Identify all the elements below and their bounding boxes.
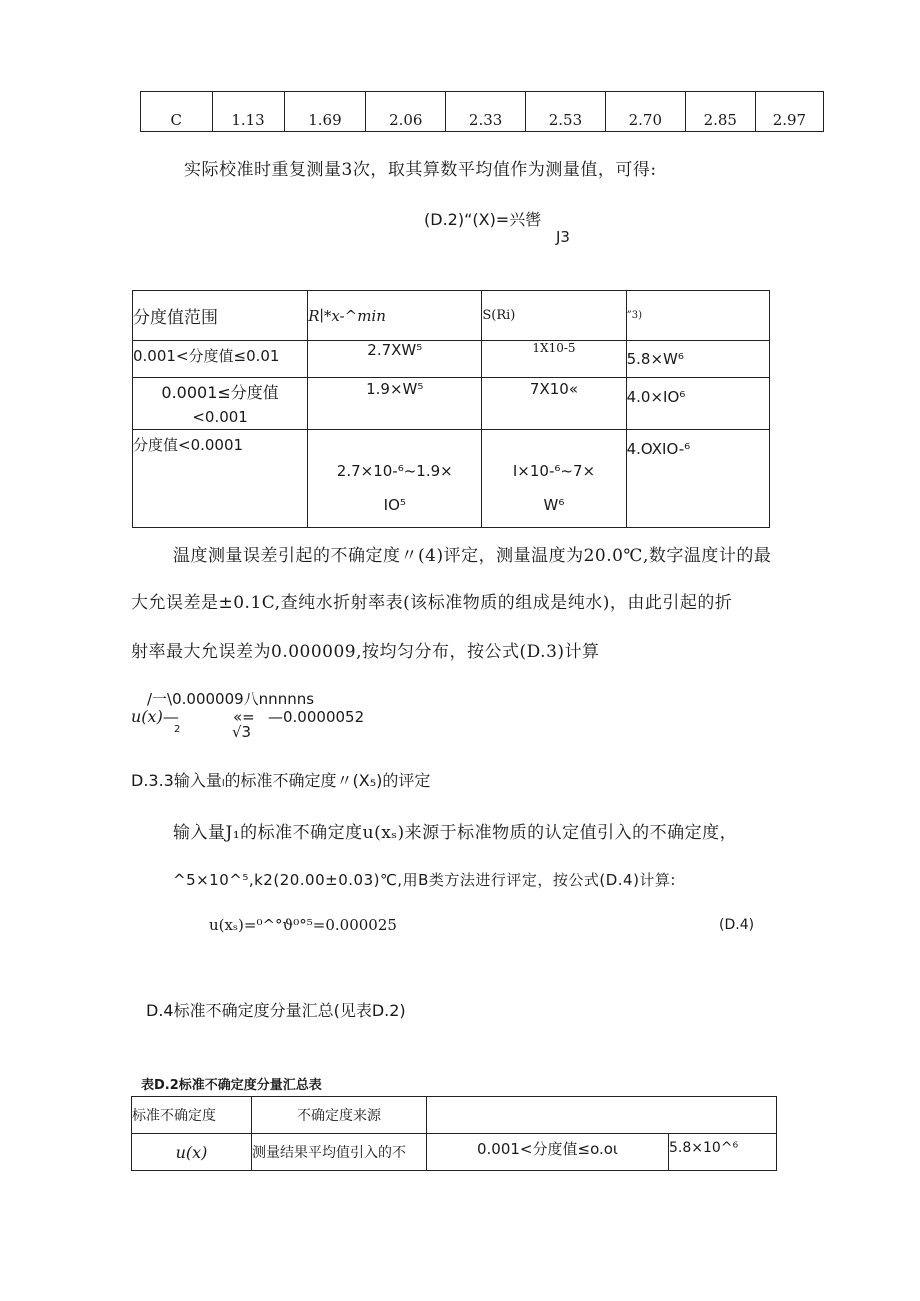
table-header-row (132, 1097, 777, 1134)
formula-d4-label: (D.4) (719, 917, 755, 933)
paragraph-temperature-line3: 射率最大允误差为0.000009,按均匀分布，按公式(D.3)计算 (131, 642, 600, 662)
cell-line: I×10-⁶~7× (512, 462, 596, 480)
table-cell: 2.97 (755, 92, 823, 132)
table-cell: 0.001<分度值≤o.oι (427, 1134, 669, 1171)
table-cell: 4.OXIO-⁶ (626, 430, 769, 528)
formula-d2: (D.2)“(X)=兴辔 (424, 210, 542, 229)
paragraph-temperature-line1: 温度测量误差引起的不确定度〃(4)评定，测量温度为20.0℃,数字温度计的最 (173, 546, 772, 566)
cell-line: <0.001 (192, 408, 248, 426)
table-cell: 7X10« (482, 378, 626, 430)
table-row (132, 1134, 777, 1171)
table-row (133, 430, 770, 528)
table-cell: 1.13 (212, 92, 284, 132)
table-cell: 4.0×IO⁶ (626, 378, 769, 430)
cell-line: IO⁵ (383, 496, 406, 514)
table-header-cell: ”3) (626, 291, 769, 341)
table-header-cell (427, 1097, 777, 1134)
table-row (141, 92, 824, 132)
table-header-cell: R∣*x-^min (308, 291, 482, 341)
table-header-cell: 不确定度来源 (252, 1097, 427, 1134)
table-cell: 2.53 (526, 92, 606, 132)
table-cell: 1.9×W⁵ (308, 378, 482, 430)
formula-d2-sub: J3 (556, 228, 570, 246)
table-cell: 分度值<0.0001 (133, 430, 308, 528)
table-header-cell: 分度值范围 (133, 291, 308, 341)
table-cell (308, 430, 482, 528)
table-cell (133, 378, 308, 430)
cell-line: 0.0001≤分度值 (161, 383, 279, 402)
table-cell (482, 430, 626, 528)
table-cell: 2.33 (446, 92, 526, 132)
cell-line: W⁶ (543, 496, 565, 514)
table-cell: 1.69 (284, 92, 366, 132)
table-header-cell: 标准不确定度 (132, 1097, 252, 1134)
table-cell: 2.7XW⁵ (308, 341, 482, 378)
table-cell: 2.06 (366, 92, 446, 132)
paragraph-temperature-line2: 大允误差是±0.1C,查纯水折射率表(该标准物质的组成是纯水)，由此引起的折 (131, 593, 733, 613)
formula-d3-rhs: —0.0000052 (268, 708, 365, 726)
formula-d3-top: /一\0.000009八nnnnns (147, 690, 315, 708)
formula-d3-lhs: u(x)— (131, 707, 179, 726)
section-heading-d4: D.4标准不确定度分量汇总(见表D.2) (146, 1001, 406, 1020)
table-caption: 表D.2标准不确定度分量汇总表 (141, 1078, 322, 1093)
table-row (133, 378, 770, 430)
division-uncertainty-table (132, 290, 770, 528)
table-cell: 0.001<分度值≤0.01 (133, 341, 308, 378)
table-cell: 测量结果平均值引入的不 (252, 1134, 427, 1171)
section-heading-d33: D.3.3输入量ₗ的标准不确定度〃(X₅)的评定 (131, 771, 431, 790)
paragraph-repeat-measure: 实际校准时重复测量3次，取其算数平均值作为测量值，可得: (184, 160, 657, 180)
table-header-cell: S(Ri) (482, 291, 626, 341)
paragraph-input-line2: ^5×10^⁵,k2(20.00±0.03)℃,用B类方法进行评定，按公式(D.4)计算: (173, 871, 676, 889)
cell-line: 2.7×10-⁶~1.9× (336, 462, 453, 480)
top-value-table (140, 91, 824, 132)
table-cell: 2.85 (685, 92, 755, 132)
table-header-row (133, 291, 770, 341)
uncertainty-summary-table (131, 1096, 777, 1171)
table-cell: 2.70 (605, 92, 685, 132)
formula-d3-sqrt: √3 (232, 723, 252, 741)
table-cell: u(x) (132, 1134, 252, 1171)
paragraph-input-line1: 输入量J₁的标准不确定度u(xₛ)来源于标准物质的认定值引入的不确定度， (173, 823, 738, 843)
table-row (133, 341, 770, 378)
formula-d3-sub: 2 (174, 724, 181, 735)
table-cell: C (141, 92, 213, 132)
table-cell: 1X10-5 (482, 341, 626, 378)
formula-d3-mid: «= (233, 708, 255, 726)
formula-d4: u(xₛ)=⁰^°ϑ⁰°⁵=0.000025 (209, 916, 397, 934)
table-cell: 5.8×10^⁶ (669, 1134, 777, 1171)
table-cell: 5.8×W⁶ (626, 341, 769, 378)
